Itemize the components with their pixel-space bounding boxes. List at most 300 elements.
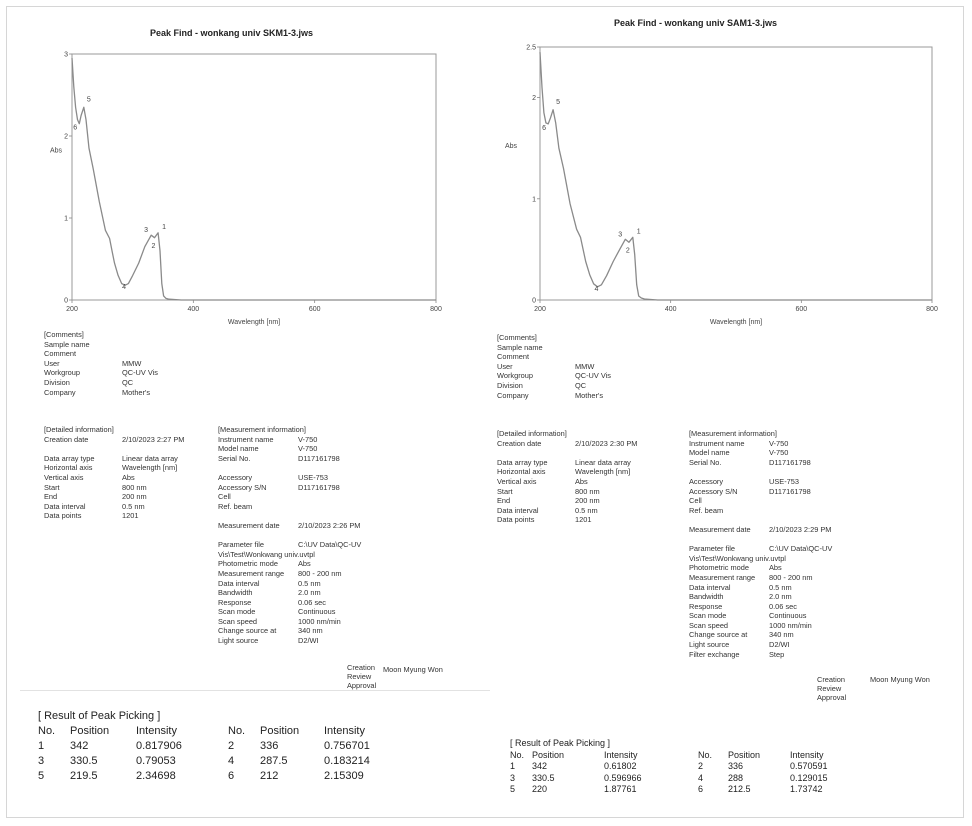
info-row: [44, 378, 214, 388]
info-label: Sample name: [44, 339, 90, 349]
y-tick-label: 2.5: [526, 44, 536, 52]
info-row: [44, 511, 214, 521]
table-cell: 336: [260, 740, 279, 752]
info-row: [44, 473, 214, 483]
info-label: Model name: [689, 448, 730, 458]
x-tick-label: 600: [308, 306, 321, 313]
results-header-row: [38, 725, 365, 740]
info-row: [44, 483, 214, 493]
info-value: 340 nm: [298, 626, 323, 636]
info-row: [218, 435, 408, 445]
info-label: Accessory: [689, 476, 724, 486]
info-row: [218, 550, 408, 560]
info-row: [497, 391, 667, 401]
peak-label: 2: [625, 247, 630, 255]
info-label: Company: [497, 390, 529, 400]
info-label: Workgroup: [44, 368, 81, 378]
info-row: [689, 621, 879, 631]
signoff-review: Review: [347, 672, 372, 681]
x-axis-label: Wavelength [nm]: [709, 319, 763, 326]
info-value: D2/WI: [298, 636, 319, 646]
info-label: [Comments]: [44, 330, 84, 339]
table-cell: 6: [698, 784, 704, 794]
info-label: Bandwidth: [689, 592, 724, 602]
info-value: 0.5 nm: [575, 505, 598, 515]
info-row: [689, 630, 879, 640]
table-cell: 1: [510, 761, 516, 771]
column-header: Position: [70, 725, 110, 737]
info-label: Response: [218, 597, 252, 607]
info-value: 1000 nm/min: [298, 616, 341, 626]
info-label: Light source: [689, 640, 730, 650]
info-value: Wavelength [nm]: [575, 467, 631, 477]
info-label: Data array type: [497, 457, 548, 467]
info-row: [218, 444, 408, 454]
info-label: Comment: [497, 352, 530, 362]
info-value: Abs: [575, 476, 588, 486]
x-tick-label: 800: [926, 306, 938, 313]
table-row: [38, 740, 370, 755]
info-value: 800 - 200 nm: [298, 568, 342, 578]
info-label: Ref. beam: [218, 501, 253, 511]
info-label: Model name: [218, 444, 259, 454]
table-cell: 0.61802: [604, 761, 637, 771]
info-row: [218, 511, 408, 521]
y-tick-label: 1: [532, 196, 536, 204]
y-axis-label: Abs: [504, 143, 518, 151]
info-label: Start: [44, 482, 60, 492]
table-cell: 212: [260, 770, 279, 782]
y-tick-label: 1: [64, 215, 68, 223]
info-label: Light source: [218, 636, 259, 646]
info-label: Sample name: [497, 342, 543, 352]
info-value: 0.5 nm: [769, 582, 792, 592]
info-value: 0.06 sec: [298, 597, 326, 607]
x-tick-label: 200: [534, 306, 546, 313]
signoff-approval: Approval: [817, 693, 847, 702]
info-label: Filter exchange: [689, 649, 740, 659]
info-row: [44, 330, 214, 340]
table-cell: 1.87761: [604, 784, 637, 794]
info-row: [689, 429, 879, 439]
info-label: User: [44, 358, 60, 368]
info-row: [689, 650, 879, 660]
info-label: Horizontal axis: [44, 463, 93, 473]
table-cell: 0.756701: [324, 740, 370, 752]
info-label: End: [497, 496, 511, 506]
table-cell: 3: [510, 772, 516, 783]
peak-label: 6: [73, 124, 78, 132]
info-value: V-750: [769, 438, 789, 448]
info-row: [689, 592, 879, 602]
info-value: QC-UV Vis: [122, 368, 159, 378]
info-row: [689, 535, 879, 545]
table-row: [510, 761, 828, 773]
info-value: USE-753: [769, 476, 799, 486]
signoff-labels: [347, 663, 376, 690]
info-label: Company: [44, 387, 76, 397]
info-value: V-750: [769, 448, 789, 458]
info-value: Abs: [769, 563, 782, 573]
info-label: Division: [497, 380, 523, 390]
table-cell: 0.129015: [790, 772, 828, 783]
info-row: [497, 362, 667, 372]
peak-label: 3: [618, 231, 623, 239]
x-tick-label: 400: [664, 306, 677, 313]
y-tick-label: 2: [532, 95, 536, 103]
info-row: [218, 607, 408, 617]
comments-section: [44, 330, 214, 397]
signoff-creation: Creation: [817, 675, 845, 684]
info-row: [44, 340, 214, 350]
table-cell: 0.817906: [136, 740, 182, 752]
table-cell: 5: [38, 770, 45, 782]
info-label: Serial No.: [218, 453, 251, 463]
peak-label: 1: [636, 228, 641, 236]
info-value: 2/10/2023 2:29 PM: [769, 524, 832, 534]
info-row: [689, 544, 879, 554]
info-value: 0.06 sec: [769, 601, 797, 611]
info-value: USE-753: [298, 472, 328, 482]
info-row: [497, 343, 667, 353]
results-title: [ Result of Peak Picking ]: [510, 738, 611, 748]
info-value: QC: [575, 380, 587, 390]
info-value: Abs: [298, 559, 311, 569]
info-value: Step: [769, 649, 785, 659]
info-value: 2/10/2023 2:30 PM: [575, 438, 638, 448]
info-row: [497, 496, 667, 506]
info-label: Creation date: [497, 438, 542, 448]
table-cell: 5: [510, 784, 516, 794]
info-label: Workgroup: [497, 371, 534, 381]
info-row: [497, 381, 667, 391]
signer-name: Moon Myung Won: [870, 675, 930, 684]
info-row: [44, 435, 214, 445]
table-cell: 0.79053: [136, 755, 176, 767]
info-row: [44, 454, 214, 464]
table-row: [510, 772, 828, 785]
info-label: Data interval: [497, 505, 539, 515]
table-cell: 220: [532, 784, 548, 794]
signoff-approval: Approval: [347, 681, 377, 690]
info-label: Data points: [44, 511, 82, 521]
table-cell: 0.596966: [604, 772, 642, 783]
detailed-information-section: [44, 425, 214, 521]
table-cell: 1: [38, 740, 45, 752]
info-row: [497, 448, 667, 458]
y-tick-label: 2: [64, 133, 68, 141]
info-row: [689, 477, 879, 487]
info-row: [218, 531, 408, 541]
y-tick-label: 0: [64, 297, 68, 305]
info-value: 2/10/2023 2:26 PM: [298, 520, 361, 530]
info-value: QC: [122, 377, 134, 387]
signoff-review: Review: [817, 684, 842, 693]
table-cell: 2.15309: [324, 770, 364, 782]
info-row: [497, 439, 667, 449]
info-label: Instrument name: [218, 434, 274, 444]
info-value: 200 nm: [575, 496, 600, 506]
table-cell: 0.570591: [790, 761, 828, 771]
info-row: [44, 463, 214, 473]
table-cell: 2.34698: [136, 770, 176, 782]
info-label: Creation date: [44, 434, 89, 444]
info-row: [218, 617, 408, 627]
info-label: Data points: [497, 515, 535, 525]
info-label: [Measurement information]: [218, 425, 306, 434]
table-cell: 1.73742: [790, 784, 823, 794]
info-row: [218, 492, 408, 502]
info-row: [497, 429, 667, 439]
column-header: No.: [38, 725, 56, 737]
info-row: [497, 506, 667, 516]
info-label: Accessory S/N: [218, 482, 267, 492]
info-label: Measurement date: [689, 524, 751, 534]
info-value: 1201: [122, 511, 139, 521]
x-tick-label: 400: [187, 306, 200, 313]
info-value: MMW: [575, 361, 595, 371]
column-header: Intensity: [790, 749, 824, 760]
y-tick-label: 0: [532, 297, 536, 305]
info-row: [218, 502, 408, 512]
info-label: Data interval: [689, 582, 731, 592]
info-row: [689, 583, 879, 593]
info-value: Continuous: [769, 611, 807, 621]
peak-label: 6: [542, 125, 547, 133]
info-row: [689, 439, 879, 449]
info-row: [218, 636, 408, 646]
column-header: Position: [728, 749, 761, 760]
info-value: Wavelength [nm]: [122, 463, 178, 473]
x-tick-label: 200: [66, 306, 78, 313]
info-value: D117161798: [769, 457, 811, 467]
info-label: [Detailed information]: [44, 425, 114, 434]
info-row: [497, 487, 667, 497]
x-tick-label: 600: [795, 306, 808, 313]
info-label: End: [44, 492, 58, 502]
column-header: No.: [510, 749, 525, 760]
signoff-creation: Creation: [347, 663, 375, 672]
info-row: [218, 579, 408, 589]
table-cell: 0.183214: [324, 755, 370, 767]
info-row: [689, 496, 879, 506]
spectrum-line: [72, 58, 436, 300]
report-title: Peak Find - wonkang univ SAM1-3.jws: [614, 18, 778, 28]
info-value: Linear data array: [575, 457, 631, 467]
info-row: [44, 368, 214, 378]
info-row: [218, 463, 408, 473]
measurement-information-section: [689, 429, 879, 659]
info-row: [44, 444, 214, 454]
info-value: V-750: [298, 434, 318, 444]
info-label: Vertical axis: [44, 472, 84, 482]
info-label: Data array type: [44, 453, 95, 463]
absorbance-spectrum-chart: [497, 37, 947, 337]
plot-frame: [72, 54, 436, 300]
info-label: Vertical axis: [497, 476, 537, 486]
info-row: [218, 483, 408, 493]
column-header: Position: [260, 725, 300, 737]
info-row: [218, 598, 408, 608]
info-value: Continuous: [298, 607, 336, 617]
info-value: 800 nm: [122, 482, 147, 492]
peak-label: 1: [162, 223, 167, 231]
info-value: Mother's: [122, 387, 151, 397]
info-label: Data interval: [44, 501, 86, 511]
absorbance-spectrum-chart: [40, 44, 450, 334]
info-label: Cell: [689, 496, 702, 506]
plot-frame: [540, 47, 932, 300]
info-row: [689, 573, 879, 583]
info-value: 2.0 nm: [298, 588, 321, 598]
info-row: [44, 359, 214, 369]
info-row: [689, 554, 879, 564]
info-label: Scan speed: [689, 620, 729, 630]
info-row: [689, 640, 879, 650]
info-row: [497, 458, 667, 468]
info-label: Vis\Test\Wonkwang univ.uvtpl: [689, 553, 786, 563]
info-row: [689, 506, 879, 516]
info-value: QC-UV Vis: [575, 371, 612, 381]
info-label: Data interval: [218, 578, 260, 588]
info-label: Accessory S/N: [689, 486, 738, 496]
x-tick-label: 800: [430, 306, 442, 313]
info-row: [218, 559, 408, 569]
info-row: [218, 569, 408, 579]
info-label: Change source at: [689, 630, 748, 640]
info-label: Measurement date: [218, 520, 280, 530]
info-label: Serial No.: [689, 457, 722, 467]
info-row: [689, 525, 879, 535]
info-label: Ref. beam: [689, 505, 724, 515]
column-header: Intensity: [324, 725, 365, 737]
info-row: [218, 521, 408, 531]
info-label: [Comments]: [497, 333, 537, 342]
info-row: [497, 467, 667, 477]
info-row: [689, 611, 879, 621]
info-row: [44, 349, 214, 359]
info-row: [689, 515, 879, 525]
table-cell: 287.5: [260, 755, 288, 767]
column-header: Intensity: [136, 725, 177, 737]
peak-label: 3: [144, 227, 149, 235]
info-label: Scan mode: [689, 611, 727, 621]
peak-label: 4: [594, 285, 599, 293]
info-label: Comment: [44, 349, 77, 359]
info-label: Bandwidth: [218, 588, 253, 598]
table-cell: 2: [228, 740, 235, 752]
info-row: [497, 371, 667, 381]
peak-label: 5: [86, 96, 91, 104]
detailed-information-section: [497, 429, 667, 525]
info-row: [218, 540, 408, 550]
info-value: 0.5 nm: [298, 578, 321, 588]
divider: [20, 690, 490, 691]
table-cell: 4: [698, 772, 704, 783]
info-value: V-750: [298, 444, 318, 454]
info-row: [497, 477, 667, 487]
peak-picking-results: [38, 710, 370, 785]
y-tick-label: 3: [64, 51, 68, 59]
measurement-information-section: [218, 425, 408, 646]
info-value: Linear data array: [122, 453, 178, 463]
info-label: [Detailed information]: [497, 429, 567, 438]
info-row: [497, 333, 667, 343]
column-header: Intensity: [604, 749, 638, 760]
info-row: [44, 388, 214, 398]
column-header: No.: [228, 725, 246, 737]
info-label: Vis\Test\Wonkwang univ.uvtpl: [218, 549, 315, 559]
y-axis-label: Abs: [49, 147, 63, 155]
info-value: D117161798: [769, 486, 811, 496]
info-value: C:\UV Data\QC-UV: [298, 540, 362, 550]
comments-section: [497, 333, 667, 400]
info-label: Photometric mode: [689, 563, 749, 573]
info-label: Start: [497, 486, 513, 496]
signoff-labels: [817, 675, 846, 702]
signer-name: Moon Myung Won: [383, 665, 443, 674]
info-row: [44, 492, 214, 502]
info-value: Abs: [122, 472, 135, 482]
info-row: [689, 458, 879, 468]
table-cell: 288: [728, 772, 744, 783]
info-row: [689, 448, 879, 458]
info-row: [44, 425, 214, 435]
info-value: 0.5 nm: [122, 501, 145, 511]
info-label: Accessory: [218, 472, 253, 482]
info-value: D117161798: [298, 453, 340, 463]
info-value: D117161798: [298, 482, 340, 492]
info-value: 2/10/2023 2:27 PM: [122, 434, 185, 444]
info-label: Change source at: [218, 626, 277, 636]
table-row: [38, 770, 364, 785]
column-header: No.: [698, 749, 713, 760]
table-cell: 6: [228, 770, 235, 782]
info-value: 340 nm: [769, 630, 794, 640]
info-value: D2/WI: [769, 640, 790, 650]
info-value: 1000 nm/min: [769, 620, 812, 630]
results-header-row: [510, 749, 824, 762]
table-cell: 2: [698, 761, 704, 771]
info-label: User: [497, 361, 513, 371]
info-label: Parameter file: [218, 540, 265, 550]
info-row: [218, 425, 408, 435]
results-title: [ Result of Peak Picking ]: [38, 710, 161, 722]
info-row: [218, 454, 408, 464]
info-row: [497, 515, 667, 525]
table-cell: 342: [70, 740, 89, 752]
table-cell: 330.5: [70, 755, 98, 767]
table-row: [510, 784, 823, 796]
table-cell: 4: [228, 755, 235, 767]
info-row: [218, 626, 408, 636]
info-row: [689, 467, 879, 477]
info-label: Response: [689, 601, 723, 611]
table-cell: 342: [532, 761, 548, 771]
info-value: MMW: [122, 358, 142, 368]
info-label: Horizontal axis: [497, 467, 546, 477]
info-row: [689, 563, 879, 573]
table-cell: 219.5: [70, 770, 98, 782]
info-value: 1201: [575, 515, 592, 525]
peak-label: 5: [556, 98, 560, 106]
table-row: [38, 755, 370, 770]
table-cell: 3: [38, 755, 45, 767]
peak-label: 4: [122, 283, 126, 291]
info-label: Parameter file: [689, 544, 736, 554]
info-label: [Measurement information]: [689, 429, 777, 438]
info-label: Measurement range: [218, 568, 285, 578]
